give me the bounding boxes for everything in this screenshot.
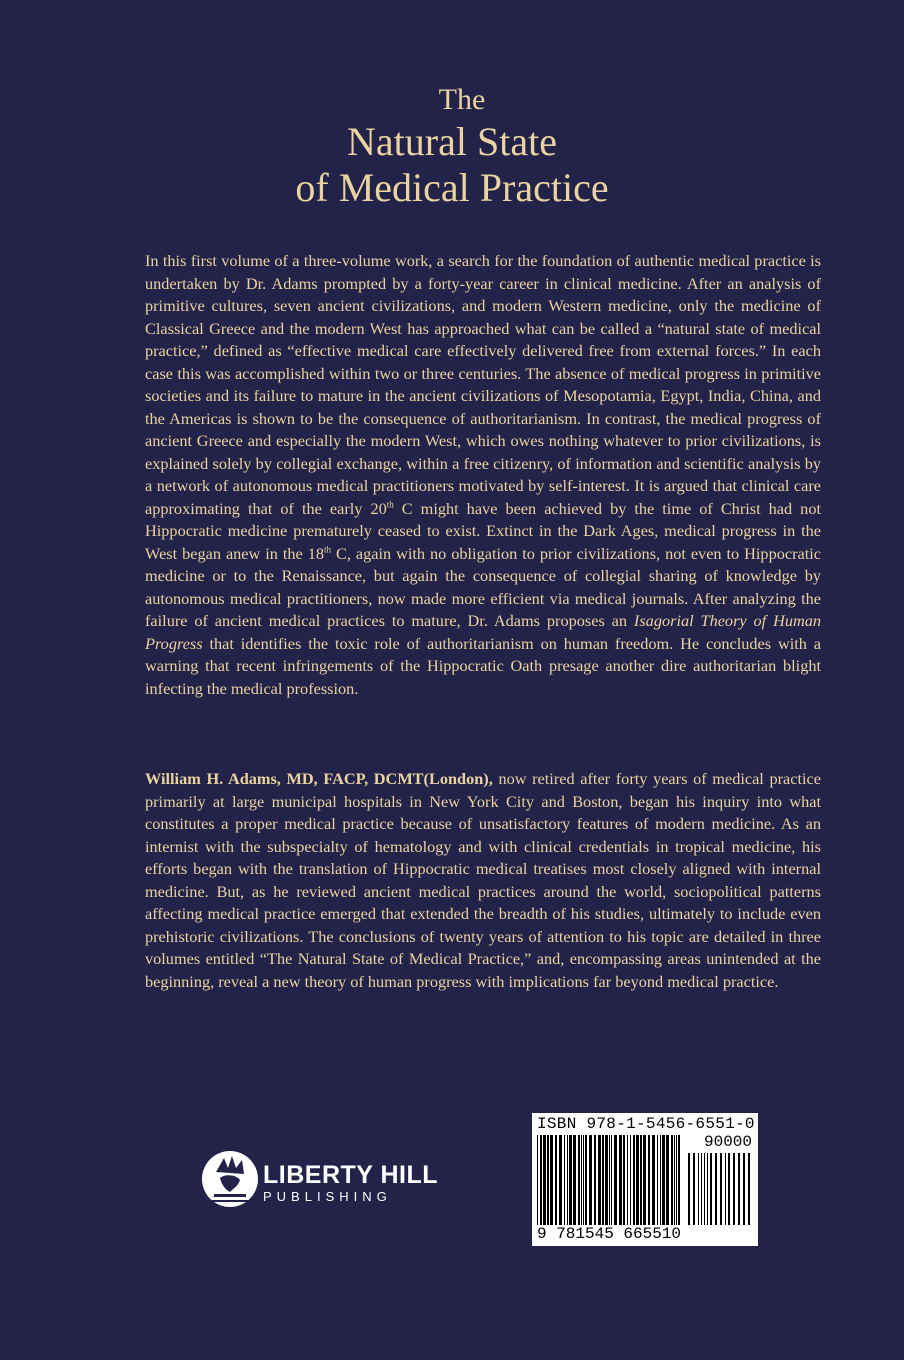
barcode-bar bbox=[573, 1135, 576, 1225]
barcode-bar bbox=[674, 1135, 675, 1225]
barcode-bar bbox=[652, 1135, 655, 1225]
isbn-text: ISBN 978-1-5456-6551-0 bbox=[537, 1115, 755, 1133]
barcode-bar bbox=[648, 1135, 650, 1225]
barcode-bar bbox=[598, 1135, 601, 1225]
barcode-bar bbox=[662, 1135, 665, 1225]
barcode-bar bbox=[633, 1135, 635, 1225]
theory-title: Isagorial Theory of Human Progress bbox=[145, 611, 821, 653]
barcode-bar bbox=[537, 1135, 538, 1233]
barcode-addon-bar bbox=[715, 1153, 717, 1225]
book-description bbox=[145, 250, 821, 700]
barcode-bar bbox=[678, 1135, 680, 1233]
barcode-addon-bar bbox=[688, 1153, 690, 1225]
publisher-logo bbox=[200, 1148, 450, 1218]
barcode-bar bbox=[540, 1135, 542, 1225]
barcode-bar bbox=[581, 1135, 582, 1225]
description-text-2: C might have been achieved by the time of Christ had not Hippocratic medicine prematurely ceased to exist. Extinct in the Dark Ages, medical progress in the West began anew in the 18 bbox=[145, 498, 821, 563]
publisher-name: LIBERTY HILL bbox=[263, 1161, 438, 1189]
barcode-bar bbox=[657, 1135, 658, 1225]
liberty-statue-icon bbox=[200, 1148, 260, 1210]
barcode-addon-bar bbox=[698, 1153, 699, 1225]
barcode-bar bbox=[543, 1135, 546, 1225]
title-line-1: The bbox=[438, 83, 486, 116]
barcode-addon-bar bbox=[707, 1153, 708, 1225]
title-line-3: of Medical Practice bbox=[295, 165, 609, 210]
book-title bbox=[0, 80, 904, 212]
barcode-addon-bar bbox=[748, 1153, 750, 1225]
barcode-bar bbox=[585, 1135, 587, 1225]
barcode-bar bbox=[550, 1135, 553, 1225]
barcode-bar bbox=[660, 1135, 661, 1225]
isbn-barcode bbox=[532, 1113, 758, 1246]
barcode-bar bbox=[578, 1135, 580, 1225]
barcode-bar bbox=[636, 1135, 639, 1225]
barcode-bar bbox=[611, 1135, 612, 1233]
author-bio bbox=[145, 768, 821, 993]
barcode-bar bbox=[623, 1135, 625, 1225]
barcode-bar bbox=[605, 1135, 608, 1225]
barcode-bar bbox=[594, 1135, 596, 1225]
barcode-addon-bar bbox=[725, 1153, 726, 1225]
description-text-1: In this first volume of a three-volume work, a search for the foundation of authentic medical practice is undertaken by Dr. Adams prompted by a forty-year career in clinical medicine. After an analysis of primitive cultures, seven ancient civilizations, and modern Western medicine, only the medicine of Classical Greece and the modern West has approached what can be called a “natural state of medical practice,” defined as “effective medical care effectively delivered free from external forces.” In each case this was accomplished within two or three centuries. The absence of medical progress in primitive societies and its failure to mature in the ancient civilizations of Mesopotamia, Egypt, India, China, and the Americas is shown to be the consequence of authoritarianism. In contrast, the medical progress of ancient Greece and especially the modern West, which owes nothing whatever to prior civilizations, is explained solely by collegial exchange, within a free citizenry, of information and scientific analysis by a network of autonomous medical practitioners motivated by self-interest. It is argued that clinical care approximating that of the early 20 bbox=[145, 251, 821, 518]
barcode-bar bbox=[671, 1135, 673, 1225]
barcode-bar bbox=[640, 1135, 642, 1225]
barcode-bar bbox=[564, 1135, 565, 1225]
description-text-4: that identifies the toxic role of authoritarianism on human freedom. He concludes with a warning that recent infringements of the Hippocratic Oath presage another dire authoritarian blight infecting the medical profession. bbox=[145, 633, 821, 698]
barcode-bar bbox=[614, 1135, 617, 1225]
barcode-bar bbox=[643, 1135, 646, 1225]
barcode-bar bbox=[555, 1135, 557, 1225]
barcode-bar bbox=[547, 1135, 549, 1225]
title-line-2: Natural State bbox=[347, 119, 557, 164]
barcode-addon-bar bbox=[733, 1153, 735, 1225]
barcode-addon-bar bbox=[710, 1153, 712, 1225]
barcode-addon-bar bbox=[704, 1153, 705, 1225]
author-name: William H. Adams, MD, FACP, DCMT(London), bbox=[145, 769, 493, 788]
barcode-bar bbox=[559, 1135, 562, 1225]
barcode-bar bbox=[630, 1135, 631, 1225]
barcode-bar bbox=[567, 1135, 568, 1225]
barcode-addon-bar bbox=[743, 1153, 745, 1225]
price-code: 90000 bbox=[703, 1133, 752, 1151]
author-bio-text: now retired after forty years of medical practice primarily at large municipal hospitals in New York City and Boston, began his inquiry into what constitutes a proper medical practice because of unsatisfactory features of modern medicine. As an internist with the subspecialty of hematology and with clinical credentials in tropical medicine, his efforts began with the translation of Hippocratic medical treatises most closely aligned with internal medicine. But, as he reviewed ancient medical practices around the world, sociopolitical patterns affecting medical practice emerged that extended the breadth of his studies, ultimately to include even prehistoric civilizations. The conclusions of twenty years of attention to his topic are detailed in three volumes entitled “The Natural State of Medical Practice,” and, encompassing areas unintended at the beginning, reveal a new theory of human progress with implications far beyond medical practice. bbox=[145, 769, 822, 991]
barcode-bar bbox=[609, 1135, 610, 1233]
barcode-addon-bar bbox=[693, 1153, 695, 1225]
barcode-bar bbox=[602, 1135, 604, 1225]
barcode-addon-bar bbox=[728, 1153, 730, 1225]
barcode-bar bbox=[589, 1135, 592, 1225]
superscript-1: th bbox=[386, 499, 394, 510]
barcode-bar bbox=[569, 1135, 572, 1225]
barcode-bar bbox=[666, 1135, 669, 1225]
barcode-addon-bar bbox=[738, 1153, 740, 1225]
superscript-2: th bbox=[324, 544, 332, 555]
barcode-bar bbox=[627, 1135, 628, 1225]
description-text-3: C, again with no obligation to prior civilizations, not even to Hippocratic medicine or to the Renaissance, but again the consequence of collegial sharing of knowledge by autonomous medical practitioners, now made more efficient via medical journals. After analyzing the failure of ancient medical practices to mature, Dr. Adams proposes an bbox=[145, 543, 822, 630]
barcode-addon-bar bbox=[720, 1153, 722, 1225]
barcode-addon-bar bbox=[701, 1153, 702, 1225]
barcode-bar bbox=[676, 1135, 677, 1233]
barcode-number: 9 781545 665510 bbox=[537, 1225, 682, 1243]
barcode-bar bbox=[619, 1135, 622, 1225]
barcode-bar bbox=[583, 1135, 584, 1225]
publisher-subtitle: PUBLISHING bbox=[263, 1189, 392, 1204]
